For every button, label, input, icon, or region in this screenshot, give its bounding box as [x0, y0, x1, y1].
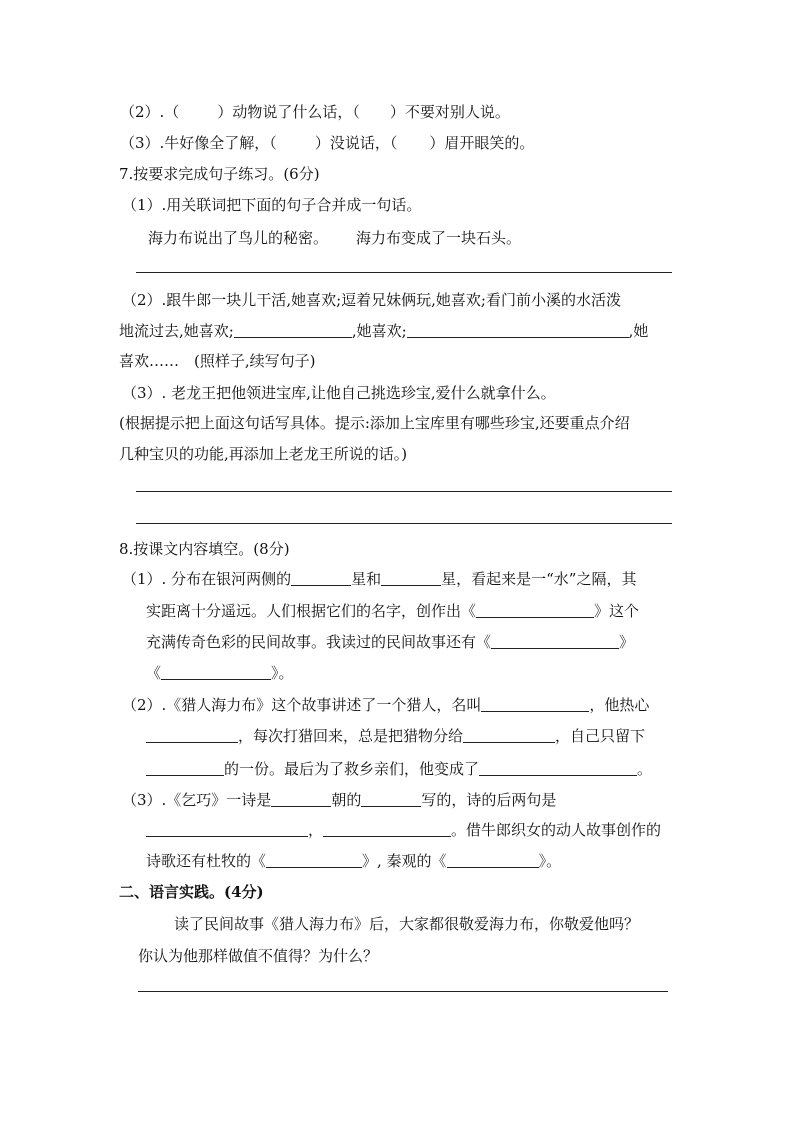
q6-item3-text-c: ）眉开眼笑的。	[429, 134, 535, 152]
fill-blank[interactable]	[447, 853, 539, 868]
q8-item3-text: 》。	[538, 852, 562, 870]
section2-line2: 你认为他那样做值不值得？为什么？	[138, 947, 379, 965]
section2-line1: 读了民间故事《猎人海力布》后，大家都很敬爱海力布，你敬爱他吗？	[174, 915, 640, 933]
q7-item3-line3: 几种宝贝的功能,再添加上老龙王所说的话。)	[119, 445, 408, 463]
q7-item3-line2: (根据提示把上面这句话写具体。提示:添加上宝库里有哪些珍宝,还要重点介绍	[119, 414, 630, 432]
q8-item3-line1	[122, 790, 556, 810]
q8-item2-line1	[122, 695, 649, 715]
q8-item2-text: ，每次打猎回来，总是把猎物分给	[238, 727, 464, 745]
q8-item2-text: （2）.《猎人海力布》这个故事讲述了一个猎人，名叫	[122, 696, 482, 714]
q8-item2-line2	[146, 726, 645, 746]
answer-line[interactable]	[136, 523, 672, 524]
q7-item2-line2	[119, 321, 648, 341]
fill-blank[interactable]	[146, 822, 308, 837]
fill-blank[interactable]	[463, 728, 555, 743]
q8-item3-text: ，	[308, 821, 324, 839]
q7-title: 7.按要求完成句子练习。(6分)	[119, 165, 320, 183]
fill-blank[interactable]	[479, 761, 637, 776]
fill-blank[interactable]	[146, 761, 224, 776]
q7-item2-line3: 喜欢…… (照样子,续写句子)	[119, 352, 316, 370]
q8-item1-line1	[122, 569, 636, 589]
q7-item2-text-a: 地流过去,她喜欢;	[119, 322, 234, 340]
fill-blank[interactable]	[381, 571, 441, 586]
q8-item1-line3	[146, 632, 634, 652]
q6-item2-text-c: ）不要对别人说。	[389, 103, 510, 121]
fill-blank[interactable]	[361, 792, 421, 807]
q7-item2-text-c: ,她	[628, 322, 649, 340]
q8-item1-text: 星，看起来是一“水”之隔，其	[441, 570, 637, 588]
q8-item3-text: 朝的	[331, 791, 362, 809]
fill-blank[interactable]	[234, 323, 352, 338]
q7-item2-text-b: ,她喜欢;	[351, 322, 407, 340]
fill-blank[interactable]	[161, 665, 271, 680]
section2-title: 二、语言实践。(4分)	[119, 883, 264, 901]
q8-item1-line4	[146, 663, 294, 683]
fill-blank[interactable]	[476, 603, 594, 618]
q8-item1-text: 充满传奇色彩的民间故事。我读过的民间故事还有《	[146, 633, 492, 651]
fill-blank[interactable]	[271, 792, 331, 807]
q8-item3-line2	[146, 820, 661, 840]
fill-blank[interactable]	[291, 571, 351, 586]
q7-sentence-b: 海力布变成了一块石头。	[356, 229, 522, 247]
q8-item2-text: ，他热心	[589, 696, 650, 714]
q8-item3-text: 。借牛郎织女的动人故事创作的	[451, 821, 662, 839]
q8-item2-text: 的一份。最后为了救乡亲们，他变成了	[224, 760, 480, 778]
q6-item3	[120, 133, 534, 153]
q8-item2-text: 。	[637, 760, 653, 778]
q7-item1-sentences	[148, 228, 521, 248]
q6-item2-text-a: （2）.（	[120, 103, 180, 121]
fill-blank[interactable]	[323, 822, 451, 837]
fill-blank[interactable]	[266, 853, 362, 868]
answer-line[interactable]	[138, 991, 668, 992]
q8-item1-text: 实距离十分遥远。人们根据它们的名字，创作出《	[146, 602, 477, 620]
q6-item2	[120, 102, 510, 122]
q7-item3-line1: （3）. 老龙王把他领进宝库,让他自己挑选珍宝,爱什么就拿什么。	[122, 384, 556, 402]
q8-item1-text: 星和	[351, 570, 382, 588]
q8-item2-line3	[146, 759, 652, 779]
q6-item3-text-a: （3）.牛好像全了解，（	[120, 134, 277, 152]
q8-item1-text: 》	[619, 633, 635, 651]
q8-item3-text: 诗歌还有杜牧的《	[146, 852, 267, 870]
answer-line[interactable]	[136, 491, 672, 492]
fill-blank[interactable]	[146, 728, 238, 743]
q7-item2-line1: （2）.跟牛郎一块儿干活,她喜欢;逗着兄妹俩玩,她喜欢;看门前小溪的水活泼	[122, 291, 621, 309]
q8-item1-text: 《	[146, 664, 162, 682]
fill-blank[interactable]	[491, 634, 619, 649]
q8-item3-text: 写的，诗的后两句是	[421, 791, 557, 809]
q8-item1-line2	[146, 601, 639, 621]
q7-sentence-a: 海力布说出了鸟儿的秘密。	[148, 229, 329, 247]
q8-title: 8.按课文内容填空。(8分)	[119, 540, 290, 558]
q8-item3-line3	[146, 851, 561, 871]
fill-blank[interactable]	[407, 323, 629, 338]
q8-item1-text: （1）. 分布在银河两侧的	[122, 570, 292, 588]
q8-item3-text: （3）.《乞巧》一诗是	[122, 791, 272, 809]
q7-item1-label: （1）.用关联词把下面的句子合并成一句话。	[122, 196, 422, 214]
answer-line[interactable]	[136, 272, 672, 273]
q6-item2-text-b: ）动物说了什么话，（	[217, 103, 360, 121]
q8-item3-text: 》, 秦观的《	[362, 852, 447, 870]
q8-item1-text: 》。	[271, 664, 294, 682]
fill-blank[interactable]	[481, 697, 589, 712]
q6-item3-text-b: ）没说话，（	[314, 134, 398, 152]
q8-item2-text: ，自己只留下	[555, 727, 646, 745]
q8-item1-text: 》这个	[594, 602, 640, 620]
